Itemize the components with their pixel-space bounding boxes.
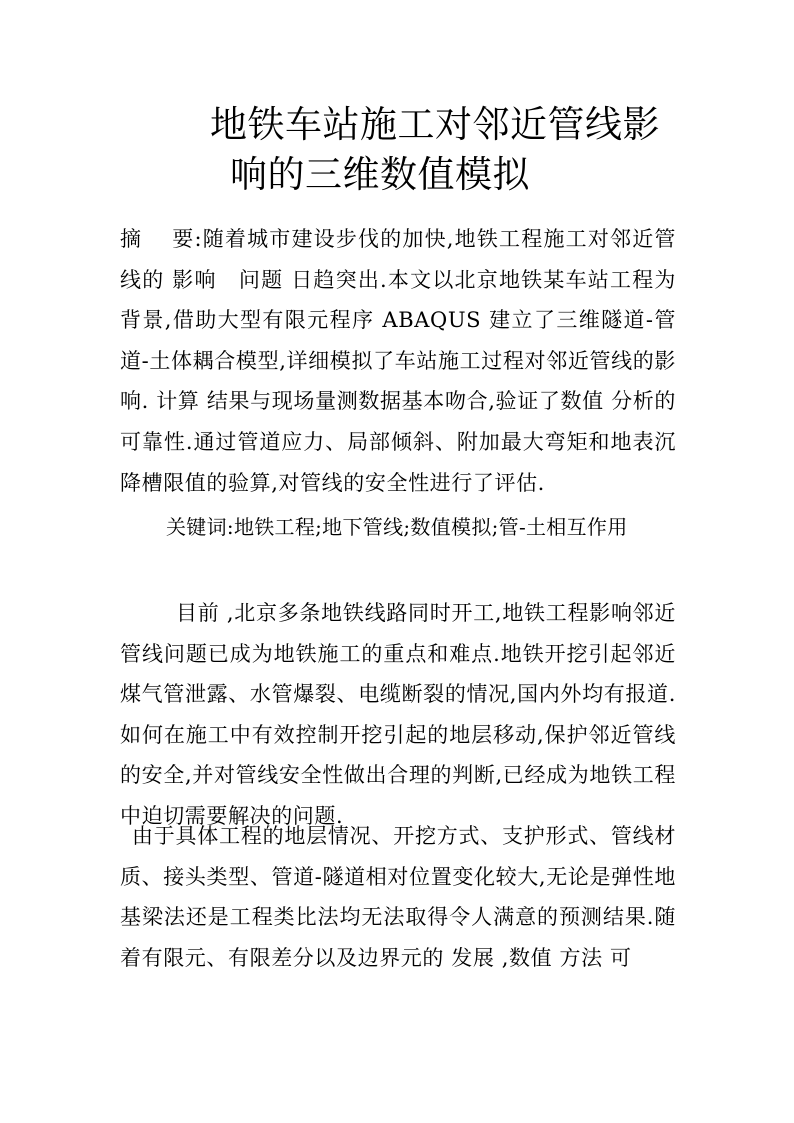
title-line-1: 地铁车站施工对邻近管线影 <box>210 103 660 146</box>
keywords-line: 关键词:地铁工程;地下管线;数值模拟;管-土相互作用 <box>166 515 628 539</box>
abstract-paragraph: 摘 要:随着城市建设步伐的加快,地铁工程施工对邻近管线的 影响 问题 日趋突出.本文以北京地铁某车站工程为背景,借助大型有限元程序 ABAQUS 建立了三维隧道-管道-土体耦合模型,详细模拟了车站施工过程对邻近管线的影响. 计算 结果与现场量测数据基本吻合,验证了数值 分析的可靠性.通过管道应力、局部倾斜、附加最大弯矩和地表沉降槽限值的验算,对管线的安全性进行了评估. <box>120 227 676 495</box>
title-line-2: 响的三维数值模拟 <box>230 153 530 196</box>
body-paragraph-1: 目前 ,北京多条地铁线路同时开工,地铁工程影响邻近管线问题已成为地铁施工的重点和难点.地铁开挖引起邻近煤气管泄露、水管爆裂、电缆断裂的情况,国内外均有报道.如何在施工中有效控制开挖引起的地层移动,保护邻近管线的安全,并对管线安全性做出合理的判断,已经成为地铁工程中迫切需要解决的问题. <box>120 601 676 828</box>
document-title <box>210 100 690 200</box>
body-paragraph-2: 由于具体工程的地层情况、开挖方式、支护形式、管线材质、接头类型、管道-隧道相对位置变化较大,无论是弹性地基梁法还是工程类比法均无法取得令人满意的预测结果.随着有限元、有限差分以及边界元的 发展 ,数值 方法 可 <box>120 824 676 970</box>
